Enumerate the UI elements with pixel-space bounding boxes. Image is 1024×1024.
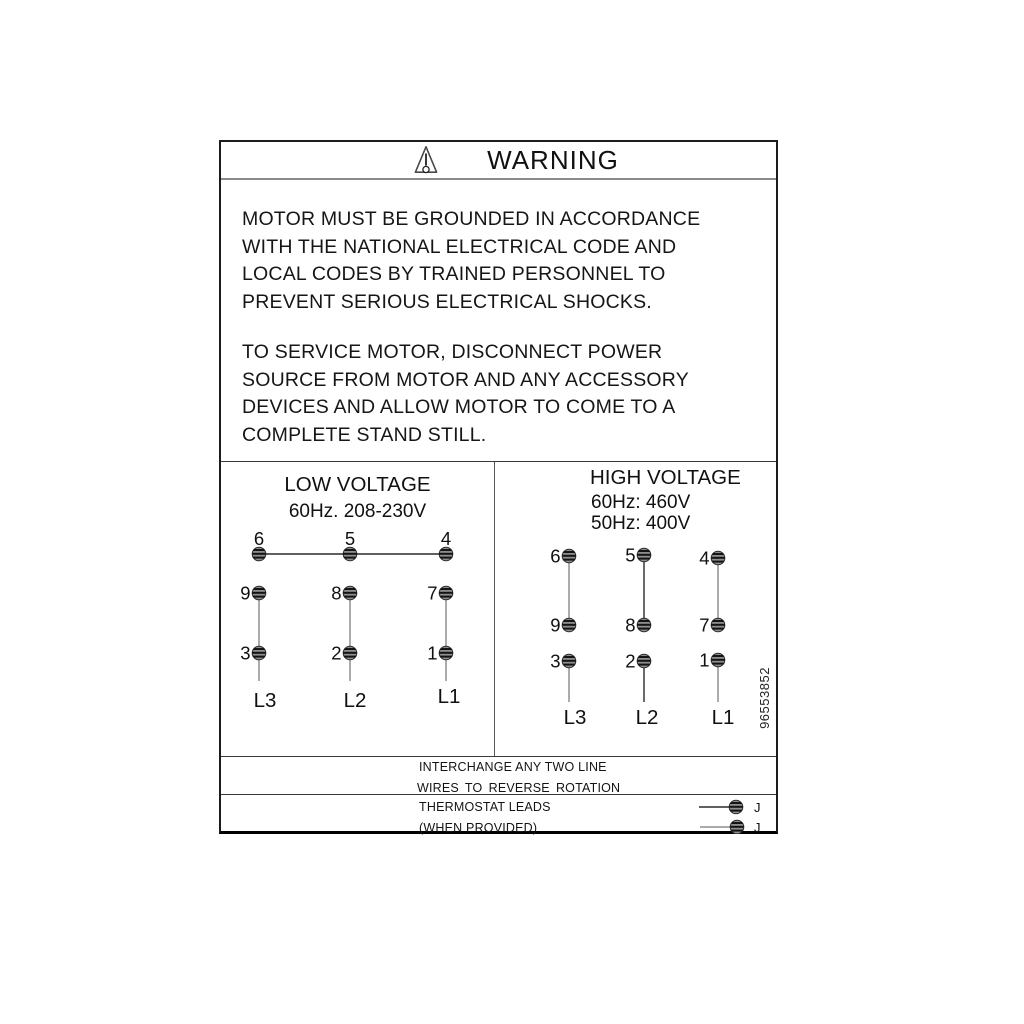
terminal-7: [439, 586, 453, 600]
warning-triangle-icon: [413, 145, 439, 175]
terminal-number: 9: [240, 582, 251, 604]
line-lead-label: L2: [343, 689, 367, 712]
terminal-number: 6: [253, 528, 265, 549]
line-lead-label: L3: [563, 706, 587, 729]
terminal-7: [711, 618, 725, 632]
terminal-5: [343, 547, 357, 561]
part-number: 96553852: [757, 667, 772, 729]
terminal-2: [343, 646, 357, 660]
terminal-2: [637, 654, 651, 668]
thermostat-lead-label: J: [754, 800, 761, 815]
terminal-number: 4: [440, 528, 452, 549]
terminal-6: [252, 547, 266, 561]
warning-paragraph-grounding: MOTOR MUST BE GROUNDED IN ACCORDANCE WITH THE NATIONAL ELECTRICAL CODE AND LOCAL CODES BY TRAINED PERSONNEL TO PREVENT SERIOUS ELECTRICAL SHOCKS.: [242, 208, 701, 313]
thermostat-leads-row: [221, 794, 776, 834]
terminal-number: 3: [240, 642, 251, 664]
terminal-number: 9: [550, 614, 561, 636]
terminal-number: 8: [625, 614, 636, 636]
terminal-number: 3: [550, 650, 561, 672]
terminal-number: 5: [625, 544, 636, 566]
diagram-svg: [221, 462, 494, 756]
line-lead-label: L3: [253, 689, 277, 712]
terminal-3: [562, 654, 576, 668]
low-voltage-title: LOW VOLTAGE: [284, 473, 431, 496]
reverse-rotation-note: [221, 756, 776, 794]
terminal-number: 1: [699, 649, 710, 671]
line-lead-label: L2: [635, 706, 659, 729]
when-provided-label: (WHEN PROVIDED): [419, 821, 538, 835]
thermostat-leads-svg: [221, 795, 776, 834]
high-voltage-title: HIGH VOLTAGE: [590, 466, 741, 489]
terminal-number: 7: [699, 614, 710, 636]
terminal-8: [637, 618, 651, 632]
terminal-number: 1: [427, 642, 438, 664]
high-voltage-diagram: [495, 462, 776, 756]
terminal-8: [343, 586, 357, 600]
line-lead-label: L1: [437, 685, 461, 708]
terminal-6: [562, 549, 576, 563]
terminal-1: [439, 646, 453, 660]
thermostat-lead-label: J: [754, 820, 761, 834]
terminal-4: [711, 551, 725, 565]
terminal-number: 2: [625, 650, 636, 672]
high-voltage-subtitle: 60Hz: 460V 50Hz: 400V: [591, 492, 691, 534]
terminal-3: [252, 646, 266, 660]
terminal-number: 7: [427, 582, 438, 604]
warning-paragraph-service: TO SERVICE MOTOR, DISCONNECT POWER SOURCE FROM MOTOR AND ANY ACCESSORY DEVICES AND ALLOW MOTOR TO COME TO A COMPLETE STAND STILL.: [242, 341, 689, 446]
terminal-1: [711, 653, 725, 667]
line-lead-label: L1: [711, 706, 735, 729]
terminal-number: 6: [550, 545, 561, 567]
motor-warning-label: [219, 140, 778, 834]
terminal-number: 8: [331, 582, 342, 604]
wiring-diagrams-section: [221, 461, 776, 757]
terminal-5: [637, 548, 651, 562]
thermostat-leads-label: THERMOSTAT LEADS: [419, 800, 551, 814]
warning-header: [221, 142, 776, 180]
terminal-J: [729, 800, 743, 814]
terminal-number: 5: [344, 528, 356, 549]
terminal-4: [439, 547, 453, 561]
warning-title: WARNING: [487, 145, 619, 175]
terminal-9: [562, 618, 576, 632]
interchange-note-line2: WIRES TO REVERSE ROTATION: [417, 781, 621, 795]
low-voltage-subtitle: 60Hz. 208-230V: [288, 501, 427, 522]
diagram-svg: [495, 462, 776, 756]
terminal-number: 4: [699, 547, 710, 569]
low-voltage-diagram: [221, 462, 494, 756]
terminal-J: [730, 820, 744, 834]
interchange-note-line1: INTERCHANGE ANY TWO LINE: [419, 760, 607, 774]
terminal-number: 2: [331, 642, 342, 664]
terminal-9: [252, 586, 266, 600]
